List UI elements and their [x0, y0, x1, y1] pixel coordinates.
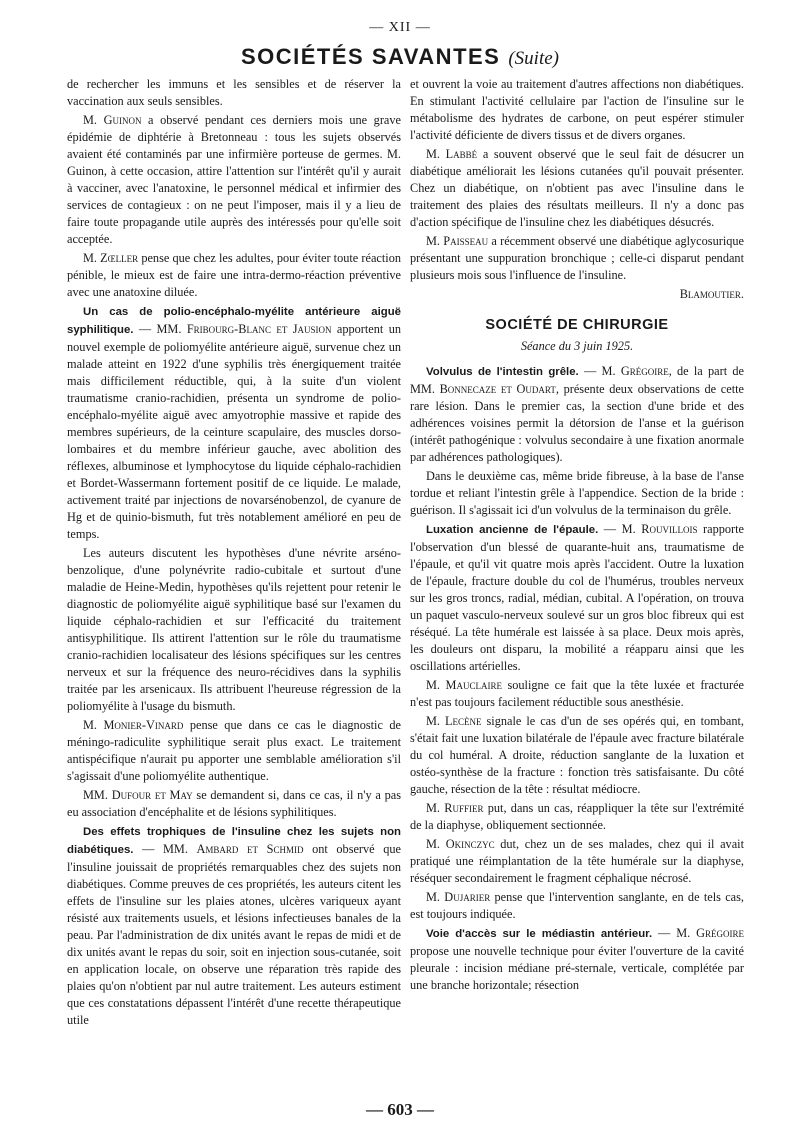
page-header [0, 44, 800, 70]
author-name: M. Labbé [426, 147, 478, 161]
paragraph [410, 677, 744, 711]
separator: — MM. [133, 842, 197, 856]
prefix: MM. [83, 788, 112, 802]
section-heading: Un cas de polio-encéphalo-myélite antérieure aiguë syphilitique. [67, 306, 401, 336]
author-name: M. Dujarier [426, 890, 491, 904]
top-page-number: — XII — [369, 20, 431, 35]
author-name: Grégoire [696, 926, 744, 940]
author-name: M. Paisseau [426, 234, 489, 248]
paragraph [67, 787, 401, 821]
section-heading: Des effets trophiques de l'insuline chez les sujets non diabétiques. [67, 826, 401, 856]
author-name: M. Okinczyc [426, 837, 495, 851]
section-heading: Volvulus de l'intestin grêle. [426, 366, 579, 378]
author-name: Fribourg-Blanc et Jausion [186, 322, 332, 336]
right-column [410, 76, 744, 996]
paragraph-text: put, dans un cas, réappliquer la tête sur l'extrémité de la diaphyse, obliquement sectionnée. [410, 801, 744, 832]
paragraph [410, 521, 744, 675]
seance-date: Séance du 3 juin 1925. [520, 339, 634, 353]
paragraph-text: pense que dans ce cas le diagnostic de méningo-radiculite syphilitique serait plus exact. Le traitement antispécifique n'aurait pu apporter une semblable amélioration s'il s'agissait d'une poliomyélite authentique. [67, 718, 401, 783]
paragraph-text: pense que chez les adultes, pour éviter toute réaction pénible, le mieux est de faire une intra-dermo-réaction préventive avec une anatoxine diluée. [67, 251, 402, 299]
separator: — M. [652, 926, 697, 940]
section-heading: Voie d'accès sur le médiastin antérieur. [426, 928, 653, 940]
author-name: M. Lecène [426, 714, 482, 728]
paragraph [67, 112, 401, 248]
paragraph [410, 800, 744, 834]
bottom-page-number: — 603 — [366, 1100, 434, 1119]
author-name: M. Monier-Vinard [83, 718, 184, 732]
author-name: Ambard et Schmid [196, 842, 304, 856]
separator: — MM. [133, 322, 187, 336]
paragraph-text: pense que l'intervention sanglante, en de tels cas, est toujours indiquée. [410, 890, 744, 921]
paragraph-text: a souvent observé que le seul fait de désucrer un diabétique améliorait les lésions cutanées qu'il pouvait présenter. Chez un diabétique, on n'obtient pas avec l'insuline dans le traitement des plaies des résultats meilleurs. Il n'y a donc pas d'action spécifique de l'insuline chez les diabétiques désucrés. [410, 147, 744, 229]
left-column [67, 76, 401, 1031]
paragraph: Les auteurs discutent les hypothèses d'une névrite arséno-benzolique, d'une polynévrite radio-cubitale et surtout d'une maladie de Heine-Medin, hypothèses qu'ils rejettent pour retenir le diagnostic de poliomyélite aiguë syphilitique basé sur l'examen du liquide céphalo-rachidien et sur l'efficacité du traitement antisyphilitique. Ils attirent l'attention sur le rôle du traumatisme cranio-rachidien localisateur des lésions spécifiques sur les centres nerveux et sur la fréquence des neuro-récidives dans la syphilis traitée par les arsenicaux. Ils attribuent l'heureuse régression de la poliomyélite à l'usage du bismuth. [67, 546, 401, 713]
paragraph [410, 836, 744, 887]
author-name: M. Zœller [83, 251, 139, 265]
paragraph [410, 233, 744, 284]
header-suite: (Suite) [508, 48, 560, 69]
paragraph-text: souligne ce fait que la tête luxée et fracturée n'est pas toujours facilement réductible sous anesthésie. [410, 678, 745, 709]
paragraph [410, 146, 744, 231]
paragraph-text: a récemment observé une diabétique aglycosurique présentant une suppuration bronchique ; celle-ci disparut pendant plusieurs mois sous l'influence de l'insuline. [410, 234, 744, 282]
signature: Blamoutier. [679, 287, 744, 301]
paragraph [410, 925, 744, 994]
author-name: Dufour et May [111, 788, 193, 802]
paragraph-text: propose une nouvelle technique pour éviter l'ouverture de la cavité pleurale : incision médiane pré-sternale, verticale, complétée par une branche horizontale; résection [410, 944, 744, 992]
header-title: SOCIÉTÉS SAVANTES [240, 44, 501, 69]
separator: — M. [578, 364, 621, 378]
paragraph [410, 363, 744, 466]
paragraph-text: , de la part de MM. [410, 364, 745, 396]
paragraph [67, 303, 401, 543]
paragraph-text: ont observé que l'insuline jouissait de propriétés remarquables chez des sujets non diabétiques. Comme preuves de ces propriétés, les auteurs citent les effets de l'insuline sur les plaies atones, ulcères variqueux ayant résisté aux traitements usuels, et lésions infectieuses banales de la peau. Par l'administration de dix unités avant le repas de midi et de dix unités avant le repas du soir, soit en injection sous-cutanée, soit en application locale, on observe une réparation très rapide des plaies qu'on n'obtient par nul autre traitement. Les auteurs estiment que ces constatations dépassent l'intérêt d'une recette thérapeutique utile [67, 842, 401, 1027]
paragraph [410, 889, 744, 923]
paragraph-text: dut, chez un de ses malades, chez qui il avait pratiqué une réimplantation de la tête humérale sur la diaphyse, réséquer secondairement le fragment céphalique nécrosé. [410, 837, 744, 885]
paragraph [67, 250, 401, 301]
paragraph-text: , présente deux observations de cette rare lésion. Dans le premier cas, la section d'une bride et des adhérences voisines permit la détorsion de l'anse et la guérison (intérêt pathogénique : volvulus secondaire à une fixation anormale par adhérences pathologiques). [410, 382, 744, 464]
paragraph-text: a observé pendant ces derniers mois une grave épidémie de diphtérie à Bretonneau : tous les sujets observés avaient été contaminés par une infirmière porteuse de germes. M. Guinon, à cette occasion, attire l'attention sur l'intérêt qu'il y aurait à vacciner, avec l'anatoxine, le personnel médical et infirmier des services de contagieux : on ne peut l'imposer, mais il y a lieu de faire toute propagande utile auprès des intéressés pour qu'elle soit acceptée. [67, 113, 401, 246]
separator: — M. [598, 522, 642, 536]
author-name: Bonnecaze et Oudart [439, 382, 556, 396]
paragraph-text: signale le cas d'un de ses opérés qui, en tombant, s'était fait une luxation bilatérale de l'épaule avec fracture bilatérale du col huméral. A droite, réduction sanglante de la luxation et ostéo-synthèse de la fracture : fonction très satisfaisante. Du côté gauche, résection de la tête : résultat médiocre. [410, 714, 744, 796]
paragraph: Dans le deuxième cas, même bride fibreuse, à la base de l'anse tordue et reliant l'intestin grêle à l'appendice. Section de la bride : guérison. Il s'agissait ici d'un volvulus de la terminaison du grêle. [410, 469, 744, 517]
paragraph: de rechercher les immuns et les sensibles et de réserver la vaccination aux seuls sensibles. [67, 77, 401, 108]
author-name: Grégoire [620, 364, 669, 378]
author-name: M. Guinon [83, 113, 142, 127]
paragraph: et ouvrent la voie au traitement d'autres affections non diabétiques. En stimulant l'activité cellulaire par l'action de l'insuline sur le métabolisme des hydrates de carbone, on peut espérer stimuler l'activité déficiente de divers tissus et de divers organes. [410, 77, 744, 142]
paragraph-text: apportent un nouvel exemple de poliomyélite antérieure aiguë, survenue chez un malade atteint en 1922 d'une syphilis très énergiquement traitée mais difficilement réductible, qui, à la suite d'un violent traumatisme cranio-rachidien, présenta un syndrome de polio-encéphalo-myélite aiguë avec amyotrophie massive et rapide des membres supérieurs, de la ceinture scapulaire, des muscles dorso-lombaires et du membre inférieur gauche, avec abolition des réflexes, albuminose et lymphocytose du liquide céphalo-rachidien et Bordet-Wassermann fortement positif de ce liquide. Le malade, activement traité par injections de novarsénobenzol, de cyanure de Hg et de quinio-bismuth, fut très notablement amélioré en peu de temps. [67, 322, 402, 541]
paragraph [67, 717, 401, 785]
author-name: M. Mauclaire [426, 678, 502, 692]
paragraph-text: rapporte l'observation d'un blessé de quarante-huit ans, traumatisme de l'épaule, et qu'il vit quatre mois après l'accident. Outre la luxation de l'épaule, fracture double du col de l'humérus, troubles nerveux sur les gros troncs, radial, médian, cubital. A l'opération, on trouva un paquet vasculo-nerveux soulevé sur un gros bloc fibreux qui est réséqué. La tête humérale est laissée à sa place. Deux mois après, les douleurs ont disparu, la mobilité a réapparu ainsi que les oscillations artérielles. [410, 522, 744, 673]
author-name: Rouvillois [641, 522, 698, 536]
author-name: M. Ruffier [426, 801, 484, 815]
society-title: SOCIÉTÉ DE CHIRURGIE [485, 317, 669, 333]
paragraph [410, 713, 744, 798]
paragraph [67, 823, 401, 1029]
section-heading: Luxation ancienne de l'épaule. [426, 524, 599, 536]
paragraph-text: se demandent si, dans ce cas, il n'y a pas eu association d'encéphalite et de lésions syphilitiques. [67, 788, 401, 819]
